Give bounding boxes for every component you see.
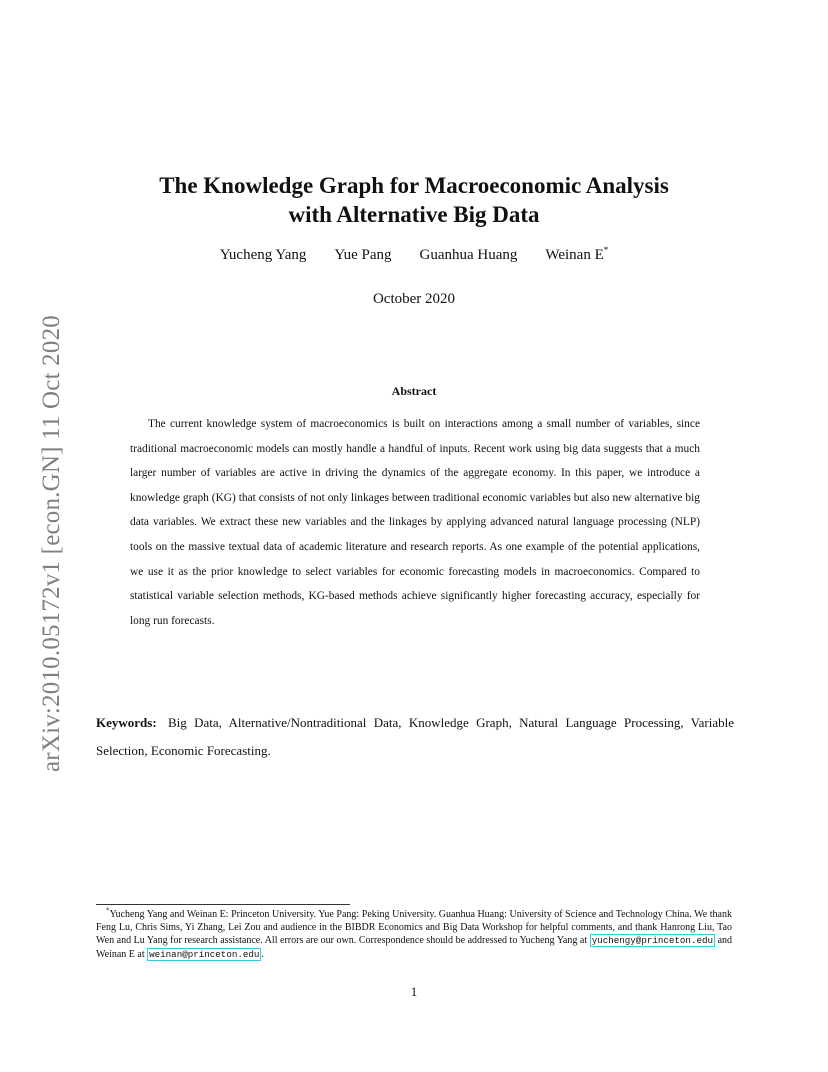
author-name: Guanhua Huang (419, 247, 518, 263)
title-line-1: The Knowledge Graph for Macroeconomic Analysis (159, 173, 669, 198)
paper-title (96, 171, 732, 229)
author-footnote (96, 908, 732, 961)
author-name: Yucheng Yang (219, 247, 307, 263)
footnote-mark: * (106, 906, 110, 915)
author-4 (545, 247, 608, 264)
author-name: Yue Pang (334, 247, 392, 263)
author-3 (420, 247, 518, 264)
page-number: 1 (410, 984, 418, 999)
author-footnote-mark: * (603, 245, 609, 255)
keywords-section (96, 709, 734, 764)
author-list (96, 247, 732, 264)
footnote-divider (96, 904, 350, 905)
keywords-text: Big Data, Alternative/Nontraditional Data, Knowledge Graph, Natural Language Processing, Variable Selection, Economic Forecasting. (96, 715, 734, 758)
footnote-text-middle: and Weinan E at (96, 935, 733, 960)
title-line-2: with Alternative Big Data (288, 202, 540, 227)
arxiv-identifier-stamp: arXiv:2010.05172v1 [econ.GN] 11 Oct 2020 (38, 315, 65, 772)
abstract-heading: Abstract (391, 384, 437, 398)
publication-date: October 2020 (372, 291, 456, 307)
keywords-label: Keywords: (96, 715, 157, 730)
author-1 (220, 247, 307, 264)
footnote-text: Yucheng Yang and Weinan E: Princeton University. Yue Pang: Peking University. Guanhua Huang: University of Science and Technology China. We thank Feng Lu, Chris Sims, Yi Zhang, Lei Zou and audience in the BIBDR Economics and Big Data Workshop for helpful comments, and thank Hanrong Liu, Tao Wen and Lu Yang for research assistance. All errors are our own. Correspondence should be addressed to Yucheng Yang at (96, 909, 732, 947)
footnote-text-end: . (261, 948, 264, 960)
author-name: Weinan E (545, 247, 604, 263)
email-link-weinan[interactable]: weinan@princeton.edu (149, 948, 260, 960)
author-2 (334, 247, 391, 264)
email-link-yucheng[interactable]: yuchengy@princeton.edu (591, 935, 713, 947)
abstract-text: The current knowledge system of macroeconomics is built on interactions among a small number of variables, since traditional macroeconomic models can mostly handle a handful of inputs. Recent work using big data suggests that a much larger number of variables are active in driving the dynamics of the aggregate economy. In this paper, we introduce a knowledge graph (KG) that consists of not only linkages between traditional economic variables but also new alternative big data variables. We extract these new variables and the linkages by applying advanced natural language processing (NLP) tools on the massive textual data of academic literature and research reports. As one example of the potential applications, we use it as the prior knowledge to select variables for economic forecasting models in macroeconomics. Compared to statistical variable selection methods, KG-based methods achieve significantly higher forecasting accuracy, especially for long run forecasts. (130, 418, 700, 627)
